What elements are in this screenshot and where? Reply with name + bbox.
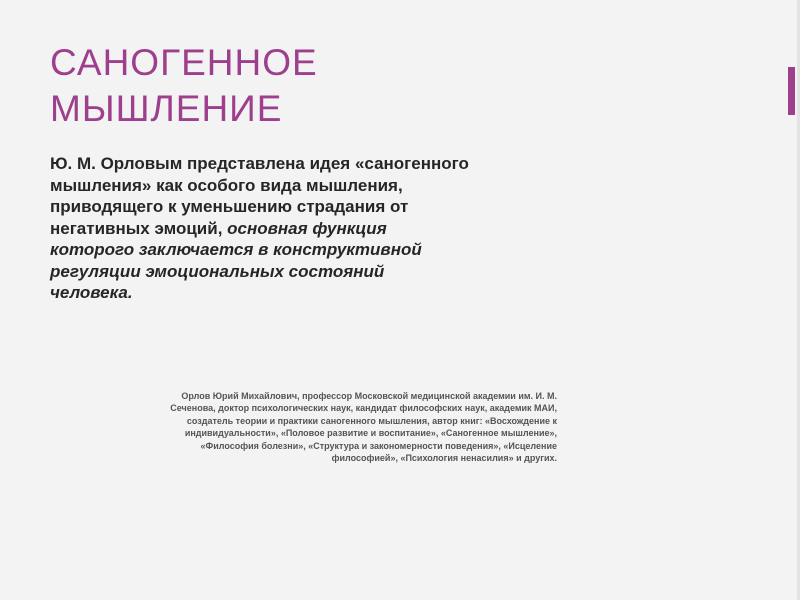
footnote-line: Сеченова, доктор психологических наук, кандидат философских наук, академик МАИ, <box>170 403 557 414</box>
body-line <box>50 196 570 218</box>
footnote-line: философией», «Психология ненасилия» и других. <box>331 453 557 464</box>
body-paragraph <box>50 153 570 304</box>
footnote-line: индивидуальности», «Половое развитие и воспитание», «Саногенное мышление», <box>184 428 557 439</box>
body-text-italic: основная функция <box>227 218 387 238</box>
body-line <box>50 261 570 283</box>
body-text-normal: мышления» как особого вида мышления, <box>50 175 403 195</box>
body-text-italic: которого заключается в конструктивной <box>50 240 422 259</box>
title-line-2: МЫШЛЕНИЕ <box>50 88 283 129</box>
accent-bar <box>788 67 795 115</box>
body-line <box>50 153 570 175</box>
body-text-italic: человека. <box>50 283 133 302</box>
body-text-normal: Ю. М. Орловым представлена идея «саногенного <box>50 154 469 173</box>
body-text-italic: регуляции эмоциональных состояний <box>50 261 385 281</box>
body-line <box>50 282 570 304</box>
body-line <box>50 218 570 240</box>
footnote-line: «Философия болезни», «Структура и закономерности поведения», «Исцеление <box>200 440 557 451</box>
author-footnote <box>60 390 557 464</box>
slide-title <box>50 40 650 132</box>
body-line <box>50 175 570 197</box>
body-text-normal: негативных эмоций, <box>50 218 228 238</box>
footnote-line: создатель теории и практики саногенного мышления, автор книг: «Восхождение к <box>186 415 557 426</box>
title-line-1: САНОГЕННОЕ <box>50 42 318 83</box>
body-line <box>50 239 570 261</box>
footnote-line: Орлов Юрий Михайлович, профессор Московской медицинской академии им. И. М. <box>181 391 557 401</box>
body-text-normal: приводящего к уменьшению страдания от <box>50 197 409 216</box>
